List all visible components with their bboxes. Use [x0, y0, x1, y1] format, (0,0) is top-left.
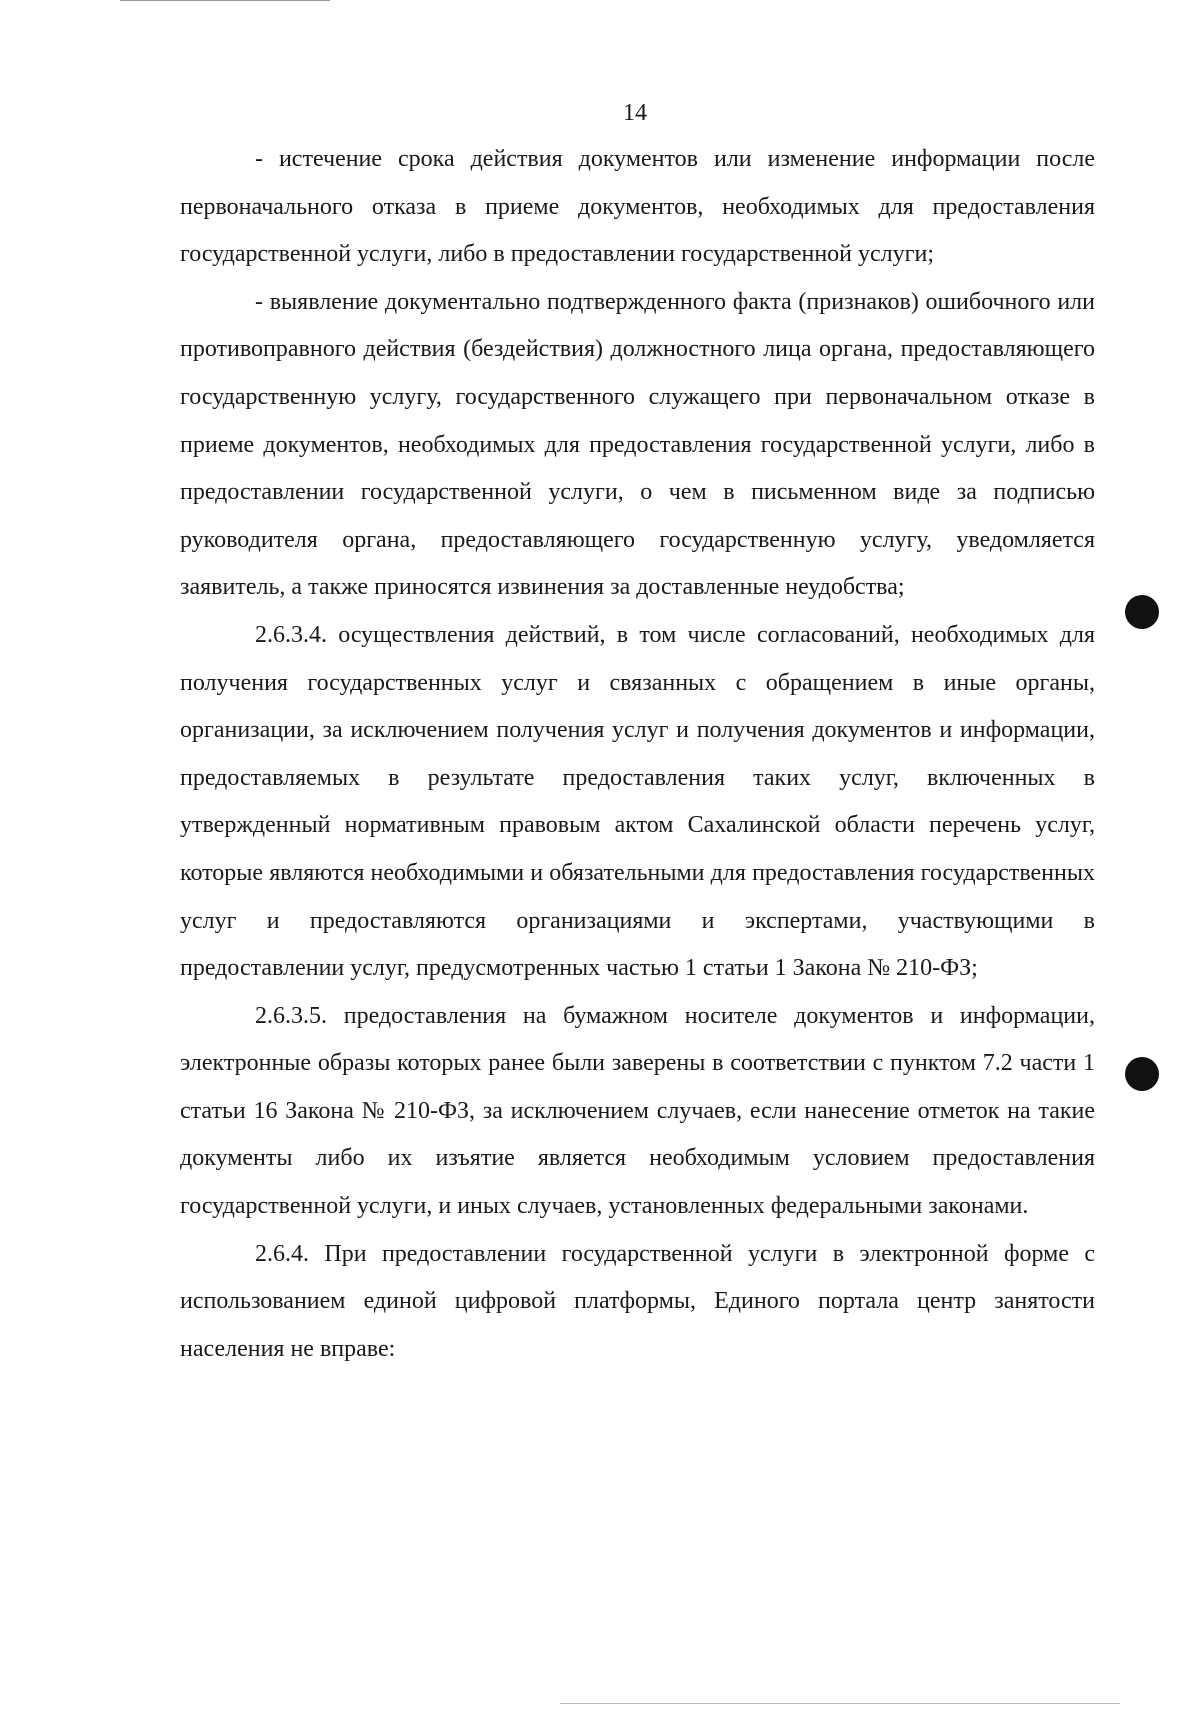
scan-edge-top — [120, 0, 330, 1]
scan-edge-bottom — [560, 1703, 1120, 1704]
paragraph-2-6-3-4: 2.6.3.4. осуществления действий, в том числе согласований, необходимых для получения государственных услуг и связанных с обращением в иные органы, организации, за исключением получения услуг и получения документов и информации, предоставляемых в результате предоставления таких услуг, включенных в утвержденный нормативным правовым актом Сахалинской области перечень услуг, которые являются необходимыми и обязательными для предоставления государственных услуг и предоставляются организациями и экспертами, участвующими в предоставлении услуг, предусмотренных частью 1 статьи 1 Закона № 210-ФЗ; — [180, 621, 1095, 982]
page-number: 14 — [623, 100, 647, 126]
punch-hole-mark — [1125, 595, 1159, 629]
document-body — [180, 136, 1095, 1373]
punch-hole-mark — [1125, 1057, 1159, 1091]
paragraph-error-detection: - выявление документально подтвержденного факта (признаков) ошибочного или противоправного действия (бездействия) должностного лица органа, предоставляющего государственную услугу, государственного служащего при первоначальном отказе в приеме документов, необходимых для предоставления государственной услуги, либо в предоставлении государственной услуги, о чем в письменном виде за подписью руководителя органа, предоставляющего государственную услугу, уведомляется заявитель, а также приносятся извинения за доставленные неудобства; — [180, 288, 1095, 601]
paragraph-2-6-4: 2.6.4. При предоставлении государственной услуги в электронной форме с использованием единой цифровой платформы, Единого портала центр занятости населения не вправе: — [180, 1240, 1095, 1362]
paragraph-2-6-3-5: 2.6.3.5. предоставления на бумажном носителе документов и информации, электронные образы которых ранее были заверены в соответствии с пунктом 7.2 части 1 статьи 16 Закона № 210-ФЗ, за исключением случаев, если нанесение отметок на такие документы либо их изъятие является необходимым условием предоставления государственной услуги, и иных случаев, установленных федеральными законами. — [180, 1002, 1095, 1220]
paragraph-expiry: - истечение срока действия документов или изменение информации после первоначального отказа в приеме документов, необходимых для предоставления государственной услуги, либо в предоставлении государственной услуги; — [180, 146, 1095, 268]
